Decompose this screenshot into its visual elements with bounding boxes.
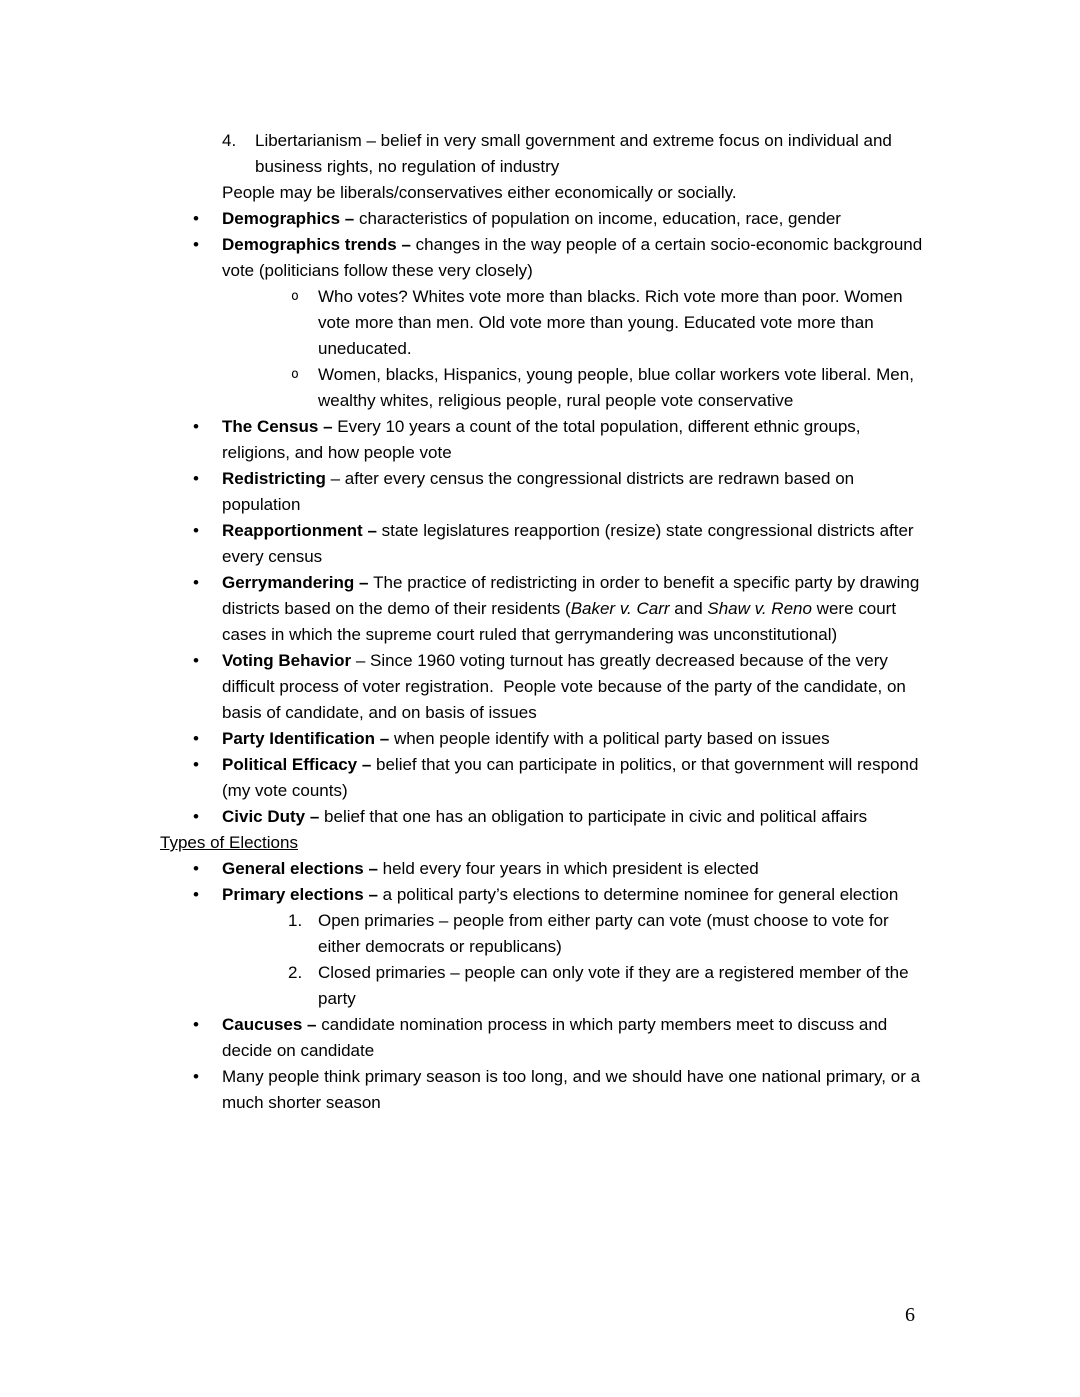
bullet-redistricting (160, 466, 932, 518)
text-segment: Demographics trends – (222, 235, 416, 254)
text-segment: state legislatures reapportion (resize) state congressional districts after every census (222, 521, 919, 566)
text-segment: Redistricting (222, 469, 326, 488)
bullet-marker: • (193, 807, 199, 826)
bullet-marker: • (193, 417, 199, 436)
bullet-reapportionment (160, 518, 932, 570)
bullet-demographics-trends (160, 232, 932, 284)
bullet-primary-elections (160, 882, 932, 908)
item-text (318, 365, 919, 410)
item-text (255, 131, 897, 176)
text-segment: belief that one has an obligation to participate in civic and political affairs (324, 807, 868, 826)
sub-bullet-marker: o (291, 289, 299, 304)
text-segment: Many people think primary season is too long, and we should have one national primary, or a much shorter season (222, 1067, 925, 1112)
bullet-marker: • (193, 1067, 199, 1086)
text-segment: Open primaries – people from either party can vote (must choose to vote for either democrats or republicans) (318, 911, 894, 956)
bullet-caucuses (160, 1012, 932, 1064)
text-segment: Gerrymandering – (222, 573, 374, 592)
number-marker: 1. (288, 911, 303, 930)
item-text (222, 651, 911, 722)
text-segment: Civic Duty – (222, 807, 325, 826)
bullet-marker: • (193, 859, 199, 878)
item-text (222, 1015, 892, 1060)
text-segment: Primary elections – (222, 885, 383, 904)
text-segment: Women, blacks, Hispanics, young people, blue collar workers vote liberal. Men, wealthy whites, religious people, rural people vote conservative (318, 365, 919, 410)
item-text (222, 235, 927, 280)
bullet-political-efficacy (160, 752, 932, 804)
item-text (160, 833, 298, 852)
bullet-voting-behavior (160, 648, 932, 726)
text-segment: General elections – (222, 859, 383, 878)
text-segment: a political party’s elections to determine nominee for general election (382, 885, 899, 904)
notes-content (160, 128, 932, 1116)
text-segment: The practice of redistricting in order to benefit a specific party by drawing districts based on the demo of their residents ( (222, 573, 925, 618)
text-segment: Libertarianism – belief in very small government and extreme focus on individual and business rights, no regulation of industry (255, 131, 897, 176)
item-text (222, 521, 918, 566)
text-segment: The Census – (222, 417, 338, 436)
item-text (222, 209, 841, 228)
bullet-civic-duty (160, 804, 932, 830)
bullet-marker: • (193, 209, 199, 228)
numbered-item-libertarianism (160, 128, 932, 180)
text-segment: Who votes? Whites vote more than blacks. Rich vote more than poor. Women vote more than men. Old vote more than young. Educated vote more than uneducated. (318, 287, 908, 358)
text-segment: Caucuses – (222, 1015, 322, 1034)
text-segment: Party Identification – (222, 729, 394, 748)
item-text (222, 755, 923, 800)
bullet-marker: • (193, 235, 199, 254)
bullet-marker: • (193, 521, 199, 540)
bullet-general-elections (160, 856, 932, 882)
text-segment: were court cases in which the supreme court ruled that gerrymandering was unconstitutional) (222, 599, 901, 644)
bullet-primary-season-opinion (160, 1064, 932, 1116)
page-number: 6 (905, 1304, 915, 1326)
text-segment: belief that you can participate in politics, or that government will respond (my vote counts) (222, 755, 924, 800)
numbered-item-closed-primaries (160, 960, 932, 1012)
bullet-marker: • (193, 755, 199, 774)
item-text (222, 417, 865, 462)
bullet-marker: • (193, 885, 199, 904)
text-segment: held every four years in which president is elected (382, 859, 759, 878)
text-segment: and (669, 599, 708, 618)
bullet-the-census (160, 414, 932, 466)
item-text (222, 807, 867, 826)
numbered-item-open-primaries (160, 908, 932, 960)
text-segment: characteristics of population on income, education, race, gender (359, 209, 841, 228)
item-text (318, 963, 913, 1008)
text-segment: – after every census the congressional districts are redrawn based on population (222, 469, 859, 514)
text-segment: when people identify with a political party based on issues (393, 729, 830, 748)
text-segment: Shaw v. Reno (707, 599, 812, 618)
bullet-marker: • (193, 469, 199, 488)
text-segment: Closed primaries – people can only vote if they are a registered member of the party (318, 963, 914, 1008)
number-marker: 4. (222, 131, 237, 150)
text-segment: Baker v. Carr (570, 599, 670, 618)
bullet-marker: • (193, 651, 199, 670)
text-segment: Political Efficacy – (222, 755, 377, 774)
item-text (222, 859, 759, 878)
text-segment: candidate nomination process in which party members meet to discuss and decide on candidate (222, 1015, 892, 1060)
item-text (222, 885, 898, 904)
number-marker: 2. (288, 963, 303, 982)
text-segment: Types of Elections (160, 833, 298, 852)
item-text (222, 729, 830, 748)
item-text (222, 469, 859, 514)
item-text (318, 911, 893, 956)
item-text (318, 287, 907, 358)
item-text (222, 1067, 925, 1112)
sub-bullet-marker: o (291, 367, 299, 382)
sub-bullet-who-votes (160, 284, 932, 362)
paragraph-liberals-conservatives (160, 180, 932, 206)
bullet-demographics (160, 206, 932, 232)
bullet-marker: • (193, 573, 199, 592)
text-segment: changes in the way people of a certain socio-economic background vote (politicians follow these very closely) (222, 235, 927, 280)
sub-bullet-who-votes-liberal (160, 362, 932, 414)
bullet-marker: • (193, 729, 199, 748)
section-heading-types-of-elections (160, 830, 932, 856)
item-text (222, 183, 737, 202)
text-segment: Demographics – (222, 209, 359, 228)
text-segment: Reapportionment – (222, 521, 382, 540)
bullet-marker: • (193, 1015, 199, 1034)
bullet-party-identification (160, 726, 932, 752)
item-text (222, 573, 924, 644)
bullet-gerrymandering (160, 570, 932, 648)
text-segment: Every 10 years a count of the total population, different ethnic groups, religions, and how people vote (222, 417, 866, 462)
text-segment: – Since 1960 voting turnout has greatly decreased because of the very difficult process of voter registration. People vote because of the party of the candidate, on basis of candidate, and on basis of issues (222, 651, 911, 722)
text-segment: Voting Behavior (222, 651, 352, 670)
text-segment: People may be liberals/conservatives either economically or socially. (222, 183, 737, 202)
